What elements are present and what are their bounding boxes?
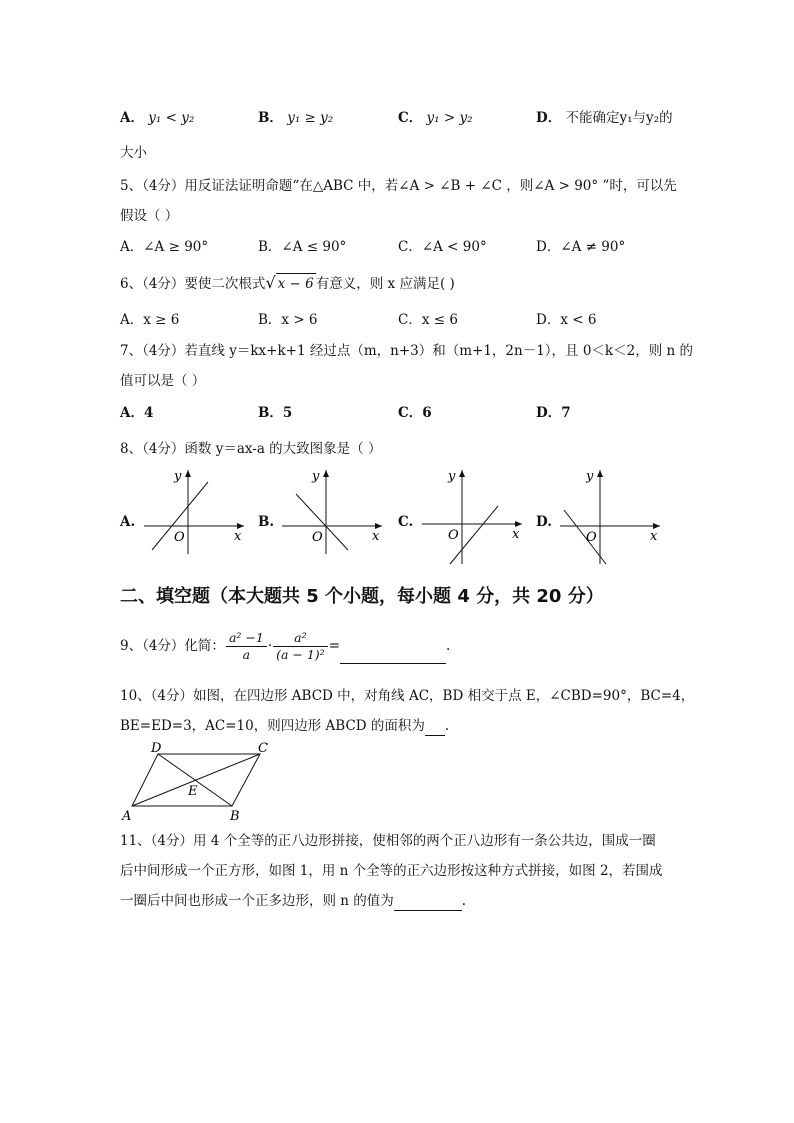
graph-a-svg xyxy=(140,466,250,556)
sqrt-sign: √ xyxy=(265,273,276,292)
y-axis-arrow xyxy=(459,470,465,477)
option-label: A． xyxy=(120,110,144,126)
graph-a xyxy=(140,466,250,560)
x-axis-label: x xyxy=(372,529,380,544)
q6-option-b: B．x > 6 xyxy=(258,312,318,328)
answer-blank[interactable] xyxy=(340,649,446,664)
q4-option-c xyxy=(398,108,473,128)
quadrilateral-figure xyxy=(118,742,278,828)
q10-line2-text: BE=ED=3，AC=10，则四边形 ABCD 的面积为 xyxy=(120,718,425,734)
graph-b-svg xyxy=(278,466,388,556)
q6-stem xyxy=(120,273,455,294)
fraction-numerator: a² −1 xyxy=(226,630,267,647)
q9-fraction-1 xyxy=(226,630,267,663)
q6-option-c: C．x ≤ 6 xyxy=(398,312,458,328)
option-text: y₁ ≥ y₂ xyxy=(287,110,334,126)
graph-c xyxy=(418,466,528,570)
q4-option-a xyxy=(120,108,194,128)
fraction-denominator: (a − 1)² xyxy=(276,647,325,662)
section-heading: 二、填空题（本大题共 5 个小题，每小题 4 分，共 20 分） xyxy=(120,586,604,607)
option-label: C． xyxy=(398,110,423,126)
q7-option-d: D．7 xyxy=(536,405,571,421)
answer-blank[interactable] xyxy=(425,721,445,736)
q7-option-a: A．4 xyxy=(120,405,154,421)
option-text: y₁ > y₂ xyxy=(426,110,473,126)
x-axis-label: x xyxy=(234,529,242,544)
option-text: y₁ < y₂ xyxy=(148,110,195,126)
answer-blank[interactable] xyxy=(394,896,462,911)
option-label: D． xyxy=(536,110,562,126)
graph-d-svg xyxy=(556,466,666,566)
q8-stem: 8、（4分）函数 y＝ax-a 的大致图象是（ ） xyxy=(120,441,382,457)
graph-a-label: A. xyxy=(120,514,136,530)
origin-label: O xyxy=(586,530,597,545)
q11-stem-line1: 11、（4分）用 4 个全等的正八边形拼接，使相邻的两个正八边形有一条公共边，围成一圈 xyxy=(120,833,656,849)
option-label: B． xyxy=(258,110,283,126)
q7-stem-line2: 值可以是（ ） xyxy=(120,373,206,389)
period: . xyxy=(444,718,450,734)
option-text: 不能确定y₁与y₂的 xyxy=(565,110,673,126)
q11-line3-text: 一圈后中间也形成一个正多边形，则 n 的值为 xyxy=(120,893,394,909)
q5-option-c: C．∠A < 90° xyxy=(398,239,487,255)
q11-stem-line2: 后中间形成一个正方形，如图 1，用 n 个全等的正六边形按这种方式拼接，如图 2，若围成 xyxy=(120,863,663,879)
y-axis-label: y xyxy=(448,469,456,484)
fraction-denominator: a xyxy=(242,647,251,662)
q4-option-b xyxy=(258,108,333,128)
y-axis-arrow xyxy=(185,470,191,477)
graph-d xyxy=(556,466,666,570)
y-axis-label: y xyxy=(174,469,182,484)
origin-label: O xyxy=(448,528,459,543)
graph-c-svg xyxy=(418,466,528,566)
q5-option-b: B．∠A ≤ 90° xyxy=(258,239,347,255)
q6-prefix: 6、（4分）要使二次根式 xyxy=(120,276,266,292)
q7-option-b: B．5 xyxy=(258,405,293,421)
q4-option-d xyxy=(536,108,673,128)
y-axis-label: y xyxy=(312,469,320,484)
y-axis-label: y xyxy=(586,469,594,484)
graph-c-label: C. xyxy=(398,514,414,530)
q4-option-d-continued: 大小 xyxy=(120,145,147,161)
graph-d-label: D. xyxy=(536,514,552,530)
q7-stem-line1: 7、（4分）若直线 y＝kx+k+1 经过点（m，n+3）和（m+1，2n－1），且 0＜k＜2，则 n 的 xyxy=(120,343,693,359)
q11-stem-line3 xyxy=(120,891,466,911)
q6-option-d: D．x < 6 xyxy=(536,312,597,328)
period: . xyxy=(461,893,467,909)
q6-option-a: A．x ≥ 6 xyxy=(120,312,180,328)
q9-fraction-2 xyxy=(273,630,328,663)
vertex-b-label: B xyxy=(230,809,240,824)
q5-stem-line1: 5、（4分）用反证法证明命题“在△ABC 中，若∠A > ∠B + ∠C ，则∠A > 90° ”时，可以先 xyxy=(120,178,677,194)
graph-b xyxy=(278,466,388,560)
vertex-a-label: A xyxy=(122,809,132,824)
q10-stem-line2 xyxy=(120,716,449,736)
q10-stem-line1: 10、（4分）如图，在四边形 ABCD 中，对角线 AC，BD 相交于点 E，∠CBD=90°，BC=4， xyxy=(120,688,695,704)
q9-prefix: 9、（4分）化简： xyxy=(120,638,225,654)
q5-option-d: D．∠A ≠ 90° xyxy=(536,239,626,255)
period: . xyxy=(446,638,451,654)
q6-suffix: 有意义，则 x 应满足( ) xyxy=(315,276,455,292)
graph-b-label: B. xyxy=(258,514,275,530)
q9-stem xyxy=(120,628,450,664)
q5-stem-line2: 假设（ ） xyxy=(120,208,179,224)
point-e-label: E xyxy=(188,784,198,799)
y-axis-arrow xyxy=(323,470,329,477)
vertex-d-label: D xyxy=(151,742,162,756)
equals-sign: = xyxy=(328,638,341,654)
origin-label: O xyxy=(174,530,185,545)
y-axis-arrow xyxy=(597,470,603,477)
origin-label: O xyxy=(312,530,323,545)
q5-option-a: A．∠A ≥ 90° xyxy=(120,239,209,255)
multiply-dot: · xyxy=(267,638,273,654)
q6-radicand: x − 6 xyxy=(276,273,316,294)
x-axis-label: x xyxy=(512,527,520,542)
q7-option-c: C．6 xyxy=(398,405,432,421)
x-axis-label: x xyxy=(650,529,658,544)
vertex-c-label: C xyxy=(258,742,268,756)
fraction-numerator: a² xyxy=(273,630,328,647)
quadrilateral-svg xyxy=(118,742,278,824)
